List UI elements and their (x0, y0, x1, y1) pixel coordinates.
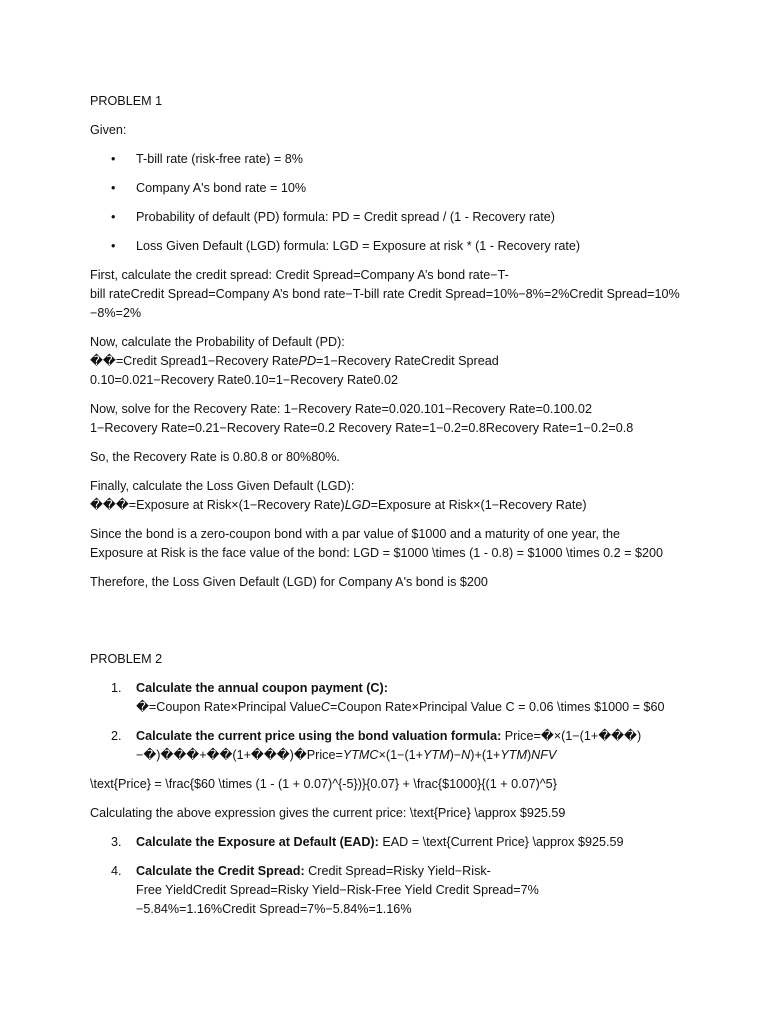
lgd-conclusion: Therefore, the Loss Given Default (LGD) for Company A's bond is $200 (90, 575, 488, 589)
bullet-icon: • (111, 181, 116, 195)
recovery-rate-paragraph: Now, solve for the Recovery Rate: 1−Recovery Rate=0.020.101−Recovery Rate=0.100.02 1−Recovery Rate=0.21−Recovery Rate=0.2 Recovery Rate=1−0.2=0.8Recovery Rate=1−0.2=0.8 (90, 402, 634, 435)
step-number: 1. (111, 681, 122, 695)
exposure-paragraph: Since the bond is a zero-coupon bond with a par value of $1000 and a maturity of one year, the Exposure at Risk is the face value of the bond: LGD = $1000 \times (1 - 0.8) = $1000 \times 0.2 = $200 (90, 527, 663, 560)
problem-2-title: PROBLEM 2 (90, 652, 163, 666)
pd-paragraph: Now, calculate the Probability of Default (PD): ��=Credit Spread1−Recovery RatePD=1−Recovery RateCredit Spread 0.10=0.021−Recovery Rate0.10=1−Recovery Rate0.02 (90, 335, 499, 387)
list-item: • Probability of default (PD) formula: PD = Credit spread / (1 - Recovery rate) (90, 208, 690, 227)
step-number: 3. (111, 835, 122, 849)
given-label: Given: (90, 123, 127, 137)
list-item: • Loss Given Default (LGD) formula: LGD = Exposure at risk * (1 - Recovery rate) (90, 237, 690, 256)
step-number: 4. (111, 864, 122, 878)
bullet-icon: • (111, 152, 116, 166)
steps-list-b (90, 833, 690, 919)
given-list (90, 150, 690, 256)
document-page (90, 92, 690, 929)
credit-spread-paragraph: First, calculate the credit spread: Credit Spread=Company A’s bond rate−T- bill rateCredit Spread=Company A’s bond rate−T-bill rate Credit Spread=10%−8%=2%Credit Spread=10% −8%=2% (90, 268, 680, 320)
list-item: 3. Calculate the Exposure at Default (EAD): EAD = \text{Current Price} \approx $925.59 (90, 833, 690, 852)
recovery-rate-result: So, the Recovery Rate is 0.80.8 or 80%80%. (90, 450, 340, 464)
list-item: 1. Calculate the annual coupon payment (C): �=Coupon Rate×Principal ValueC=Coupon Rate×Principal Value C = 0.06 \times $1000 = $60 (111, 681, 665, 714)
bullet-icon: • (111, 210, 116, 224)
list-item: • T-bill rate (risk-free rate) = 8% (90, 150, 690, 169)
lgd-paragraph: Finally, calculate the Loss Given Default (LGD): ���=Exposure at Risk×(1−Recovery Rate)LGD=Exposure at Risk×(1−Recovery Rate) (90, 479, 587, 512)
list-item: 4. Calculate the Credit Spread: Credit Spread=Risky Yield−Risk- Free YieldCredit Spread=Risky Yield−Risk-Free Yield Credit Spread=7% −5.84%=1.16%Credit Spread=7%−5.84%=1.16% (111, 864, 539, 916)
list-item: • Company A's bond rate = 10% (90, 179, 690, 198)
price-formula: \text{Price} = \frac{$60 \times (1 - (1 + 0.07)^{-5})}{0.07} + \frac{$1000}{(1 + 0.07)^5} (90, 777, 557, 791)
steps-list-a (90, 679, 690, 765)
problem-1-title: PROBLEM 1 (90, 94, 163, 108)
price-result: Calculating the above expression gives the current price: \text{Price} \approx $925.59 (90, 806, 566, 820)
step-number: 2. (111, 729, 122, 743)
bullet-icon: • (111, 239, 116, 253)
list-item: 2. Calculate the current price using the bond valuation formula: Price=�×(1−(1+���) −�)���+��(1+���)�Price=YTMC×(1−(1+YTM)−N)+(1+YTM)NFV (111, 729, 642, 762)
